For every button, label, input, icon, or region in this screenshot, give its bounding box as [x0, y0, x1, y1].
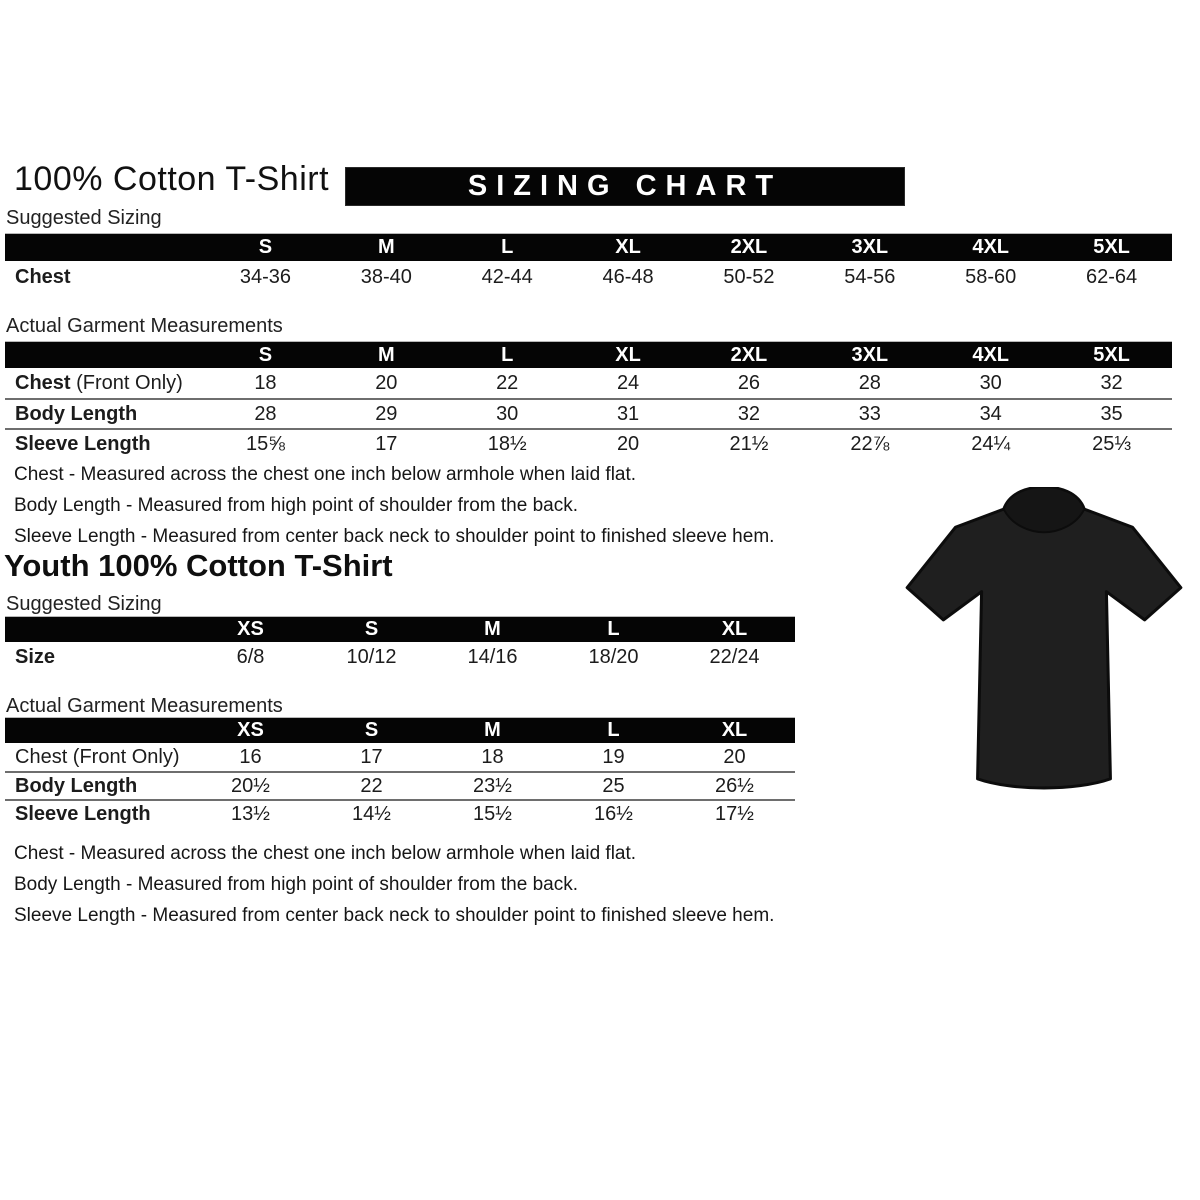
column-header: L	[607, 618, 620, 640]
column-header: M	[377, 343, 395, 366]
table-row	[5, 428, 1172, 458]
note-line: Sleeve Length - Measured from center back neck to shoulder point to finished sleeve hem.	[14, 526, 775, 547]
row-label-suffix: (Front Only)	[70, 371, 183, 394]
table-row	[5, 799, 795, 827]
column-header: XL	[721, 719, 748, 741]
cell-value: 25⅓	[1092, 432, 1132, 455]
cell-value: 34-36	[239, 265, 292, 288]
row-label: Body Length	[15, 402, 138, 425]
cell-value: 18½	[487, 432, 527, 455]
row-label: Sleeve Length	[15, 802, 151, 825]
cell-value: 32	[737, 402, 761, 425]
row-label: Body Length	[15, 774, 138, 797]
table-row	[5, 743, 795, 771]
banner-text: SIZING CHART	[467, 170, 783, 202]
cell-value: 14/16	[467, 645, 518, 668]
cell-value: 14½	[352, 802, 391, 825]
cell-value: 54-56	[844, 265, 896, 288]
cell-value: 10/12	[346, 645, 397, 668]
cell-value: 35	[1100, 402, 1123, 425]
cell-value: 33	[858, 402, 881, 425]
cell-value: 58-60	[965, 265, 1017, 288]
cell-value: 25	[602, 774, 625, 797]
sizing-chart-banner	[345, 167, 905, 206]
cell-value: 30	[496, 402, 519, 425]
page-title: 100% Cotton T-Shirt	[14, 160, 330, 198]
column-header: S	[258, 236, 273, 258]
cell-value: 17	[360, 745, 383, 768]
cell-value: 34	[979, 402, 1002, 425]
adult-actual-measurements-label: Actual Garment Measurements	[6, 315, 283, 337]
row-label	[5, 372, 205, 395]
cell-value: 22	[360, 774, 383, 797]
column-header: L	[607, 719, 620, 741]
row-label-main: Chest	[15, 371, 71, 394]
cell-value: 24¼	[971, 432, 1011, 455]
cell-value: 23½	[473, 774, 512, 797]
note-line: Body Length - Measured from high point of shoulder from the back.	[14, 495, 578, 516]
cell-value: 19	[602, 745, 625, 768]
cell-value: 20	[723, 745, 746, 768]
cell-value: 28	[858, 371, 881, 394]
table-header-row	[5, 717, 795, 743]
column-header: 3XL	[851, 236, 889, 258]
column-header: S	[364, 618, 379, 640]
cell-value: 22	[496, 371, 519, 394]
column-header: 2XL	[730, 343, 768, 366]
cell-value: 21½	[729, 432, 769, 455]
cell-value: 32	[1100, 371, 1123, 394]
adult-measurement-notes	[14, 463, 774, 556]
cell-value: 38-40	[360, 265, 412, 288]
table-row	[5, 368, 1172, 398]
youth-section-title: Youth 100% Cotton T-Shirt	[4, 548, 393, 583]
youth-suggested-sizing-table	[5, 616, 795, 672]
row-label: Size	[15, 645, 56, 668]
table-header-row	[5, 233, 1172, 261]
column-header: XL	[721, 618, 748, 640]
column-header: 4XL	[972, 236, 1010, 258]
cell-value: 18	[254, 371, 277, 394]
cell-value: 62-64	[1085, 265, 1138, 288]
column-header: M	[484, 719, 501, 741]
cell-value: 31	[616, 402, 640, 425]
cell-value: 26½	[715, 774, 754, 797]
column-header: L	[501, 236, 514, 258]
column-header: 2XL	[730, 236, 768, 258]
cell-value: 22/24	[709, 645, 760, 668]
cell-value: 22⅞	[850, 432, 890, 455]
note-line: Sleeve Length - Measured from center back neck to shoulder point to finished sleeve hem.	[14, 905, 775, 926]
cell-value: 16	[239, 745, 262, 768]
column-header: 4XL	[972, 343, 1010, 366]
cell-value: 6/8	[236, 645, 265, 668]
cell-value: 26	[737, 371, 761, 394]
row-label: Chest (Front Only)	[15, 745, 180, 768]
row-label: Sleeve Length	[15, 432, 151, 455]
table-row	[5, 261, 1172, 293]
column-header: M	[377, 236, 395, 258]
adult-suggested-sizing-table	[5, 233, 1172, 293]
table-row	[5, 398, 1172, 428]
cell-value: 46-48	[602, 265, 654, 288]
table-row	[5, 771, 795, 799]
row-label: Chest	[15, 265, 71, 288]
column-header: S	[258, 343, 273, 366]
note-line: Chest - Measured across the chest one inch below armhole when laid flat.	[14, 843, 637, 864]
table-row	[5, 642, 795, 672]
cell-value: 17½	[715, 802, 754, 825]
youth-actual-measurements-label: Actual Garment Measurements	[6, 695, 283, 717]
tshirt-illustration	[893, 487, 1195, 799]
note-line: Body Length - Measured from high point of shoulder from the back.	[14, 874, 578, 895]
column-header: S	[364, 719, 379, 741]
youth-measurement-notes	[14, 842, 774, 935]
cell-value: 18	[481, 745, 504, 768]
cell-value: 17	[375, 432, 398, 455]
cell-value: 15⅝	[245, 432, 285, 455]
cell-value: 20½	[231, 774, 270, 797]
column-header: 3XL	[851, 343, 889, 366]
cell-value: 20	[616, 432, 640, 455]
cell-value: 42-44	[481, 265, 533, 288]
column-header: 5XL	[1093, 343, 1130, 366]
column-header: XS	[237, 618, 264, 640]
column-header: 5XL	[1093, 236, 1130, 258]
cell-value: 16½	[594, 802, 633, 825]
cell-value: 50-52	[723, 265, 775, 288]
cell-value: 20	[375, 371, 398, 394]
table-header-row	[5, 341, 1172, 368]
cell-value: 24	[616, 371, 640, 394]
cell-value: 13½	[231, 802, 270, 825]
cell-value: 29	[375, 402, 398, 425]
note-line: Chest - Measured across the chest one inch below armhole when laid flat.	[14, 464, 637, 485]
column-header: XS	[237, 719, 264, 741]
column-header: XL	[615, 343, 641, 366]
adult-actual-measurements-table	[5, 341, 1172, 458]
adult-suggested-sizing-label: Suggested Sizing	[6, 207, 162, 229]
cell-value: 15½	[473, 802, 512, 825]
column-header: L	[501, 343, 514, 366]
table-header-row	[5, 616, 795, 642]
youth-suggested-sizing-label: Suggested Sizing	[6, 593, 162, 615]
cell-value: 28	[254, 402, 277, 425]
column-header: M	[484, 618, 501, 640]
tshirt-product-image	[893, 487, 1195, 799]
cell-value: 18/20	[588, 645, 639, 668]
cell-value: 30	[979, 371, 1002, 394]
column-header: XL	[615, 236, 641, 258]
youth-actual-measurements-table	[5, 717, 795, 827]
